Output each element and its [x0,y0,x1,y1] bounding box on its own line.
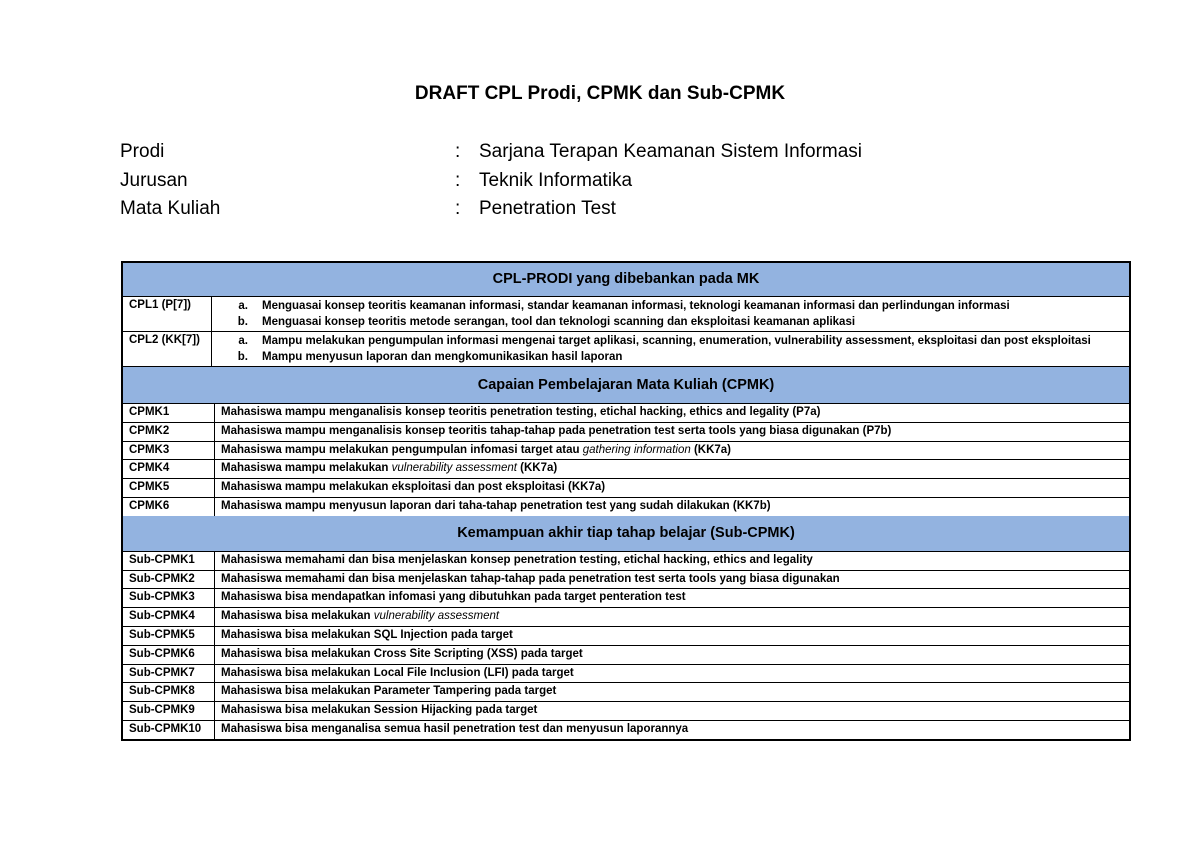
cpmk-row [123,404,1129,423]
description-text: Mahasiswa bisa menganalisa semua hasil penetration test dan menyusun laporannya [221,722,689,735]
description-text: Mahasiswa mampu melakukan pengumpulan infomasi target atau [221,443,583,456]
cpl-item-letter: a. [238,300,248,312]
cpl-section-header: CPL-PRODI yang dibebankan pada MK [123,263,1129,297]
cpmk-row-code: CPMK3 [123,442,215,460]
meta-row-prodi [120,138,862,167]
sub-cpmk-row-description [215,552,1129,570]
description-italic-term: vulnerability assessment [391,462,517,475]
cpmk-section-header: Capaian Pembelajaran Mata Kuliah (CPMK) [123,367,1129,404]
sub-cpmk-section-header: Kemampuan akhir tiap tahap belajar (Sub-CPMK) [123,516,1129,552]
description-text: Mahasiswa mampu menganalisis konsep teoritis tahap-tahap pada penetration test serta tools yang biasa digunakan (P7b) [221,424,892,437]
sub-cpmk-row [123,665,1129,684]
cpl-cpmk-table [121,261,1131,741]
cpmk-row-description [215,404,1129,422]
meta-row-mata-kuliah [120,195,862,224]
description-text: Mahasiswa bisa melakukan Cross Site Scripting (XSS) pada target [221,647,583,660]
description-suffix: (KK7a) [516,462,558,475]
sub-cpmk-row-code: Sub-CPMK9 [123,702,215,720]
cpl-item [212,298,1121,314]
sub-cpmk-row [123,608,1129,627]
description-text: Mahasiswa memahami dan bisa menjelaskan tahap-tahap pada penetration test serta tools yang biasa digunakan [221,572,840,585]
meta-value: Penetration Test [479,198,616,219]
description-text: Mahasiswa bisa melakukan Local File Inclusion (LFI) pada target [221,666,574,679]
cpl-item-letter: b. [237,316,248,328]
cpmk-row-code: CPMK4 [123,460,215,478]
cpl-item [212,314,1121,330]
cpmk-row-code: CPMK5 [123,479,215,497]
cpmk-row-description [215,442,1129,460]
description-italic-term: vulnerability assessment [373,610,500,623]
sub-cpmk-row-code: Sub-CPMK6 [123,646,215,664]
meta-colon: : [455,169,461,191]
sub-cpmk-row-code: Sub-CPMK1 [123,552,215,570]
sub-cpmk-row-code: Sub-CPMK8 [123,683,215,701]
sub-cpmk-row-code: Sub-CPMK5 [123,627,215,645]
cpmk-row [123,423,1129,442]
description-text: Mahasiswa mampu menyusun laporan dari taha-tahap penetration test yang sudah dilakukan (KK7b) [221,499,771,512]
cpmk-row-code: CPMK1 [123,404,215,422]
description-suffix: (KK7a) [690,443,732,456]
sub-cpmk-row [123,552,1129,571]
meta-value: Sarjana Terapan Keamanan Sistem Informasi [479,141,863,162]
cpl-item-letter: b. [237,351,248,363]
cpmk-row-description [215,498,1129,516]
cpl-code: CPL1 (P[7]) [123,297,212,331]
description-text: Mahasiswa bisa mendapatkan infomasi yang dibutuhkan pada target penteration test [221,591,686,604]
sub-cpmk-rows [123,552,1129,739]
description-text: Mahasiswa mampu melakukan eksploitasi dan post eksploitasi (KK7a) [221,481,606,494]
sub-cpmk-row-code: Sub-CPMK3 [123,589,215,607]
cpl-item [212,349,1121,365]
sub-cpmk-row-description [215,702,1129,720]
sub-cpmk-row-code: Sub-CPMK2 [123,571,215,589]
description-text: Mahasiswa mampu menganalisis konsep teoritis penetration testing, etichal hacking, ethics and legality (P7a) [221,406,821,418]
sub-cpmk-row-description [215,665,1129,683]
cpl-item [212,333,1121,349]
cpl-item-text: Mampu melakukan pengumpulan informasi mengenai target aplikasi, scanning, enumeration, vulnerability assessment, eksploitasi dan post eksploitasi [262,335,1091,347]
cpmk-row-description [215,423,1129,441]
description-text: Mahasiswa bisa melakukan SQL Injection pada target [221,628,513,641]
sub-cpmk-row-description [215,571,1129,589]
description-italic-term: gathering information [582,443,691,456]
sub-cpmk-row-description [215,627,1129,645]
sub-cpmk-row-description [215,646,1129,664]
cpmk-rows [123,404,1129,516]
cpmk-row-code: CPMK6 [123,498,215,516]
sub-cpmk-row-code: Sub-CPMK10 [123,721,215,739]
cpmk-row-code: CPMK2 [123,423,215,441]
cpl-code: CPL2 (KK[7]) [123,332,212,366]
sub-cpmk-row-description [215,683,1129,701]
description-text: Mahasiswa mampu melakukan [221,462,392,475]
course-meta [120,138,862,224]
sub-cpmk-row-description [215,589,1129,607]
cpl-item-text: Menguasai konsep teoritis keamanan informasi, standar keamanan informasi, teknologi keamanan informasi dan perlindungan informasi [262,300,1010,312]
meta-row-jurusan [120,167,862,196]
cpmk-row [123,442,1129,461]
sub-cpmk-row-description [215,608,1129,626]
cpmk-row [123,460,1129,479]
cpl-row [123,332,1129,367]
sub-cpmk-row-code: Sub-CPMK4 [123,608,215,626]
description-text: Mahasiswa memahami dan bisa menjelaskan konsep penetration testing, etichal hacking, ethics and legality [221,553,813,566]
sub-cpmk-row [123,627,1129,646]
meta-label: Jurusan [120,169,188,191]
sub-cpmk-row [123,683,1129,702]
sub-cpmk-row [123,646,1129,665]
meta-colon: : [455,141,461,162]
sub-cpmk-row [123,721,1129,739]
meta-colon: : [455,198,461,219]
sub-cpmk-row [123,589,1129,608]
cpl-item-letter: a. [238,335,248,347]
cpmk-row-description [215,479,1129,497]
meta-label: Prodi [120,141,165,162]
page-title: DRAFT CPL Prodi, CPMK dan Sub-CPMK [414,83,786,104]
cpl-row [123,297,1129,332]
cpmk-row-description [215,460,1129,478]
sub-cpmk-row [123,571,1129,590]
cpl-item-text: Menguasai konsep teoritis metode serangan, tool dan teknologi scanning dan eksploitasi keamanan aplikasi [262,316,856,328]
sub-cpmk-row-code: Sub-CPMK7 [123,665,215,683]
cpmk-row [123,498,1129,516]
cpl-item-text: Mampu menyusun laporan dan mengkomunikasikan hasil laporan [262,351,623,363]
sub-cpmk-row-description [215,721,1129,739]
description-text: Mahasiswa bisa melakukan [221,610,374,623]
meta-value: Teknik Informatika [479,169,633,191]
description-text: Mahasiswa bisa melakukan Session Hijacking pada target [221,704,538,717]
description-text: Mahasiswa bisa melakukan Parameter Tampering pada target [221,685,557,698]
cpmk-row [123,479,1129,498]
sub-cpmk-row [123,702,1129,721]
meta-label: Mata Kuliah [120,198,221,219]
